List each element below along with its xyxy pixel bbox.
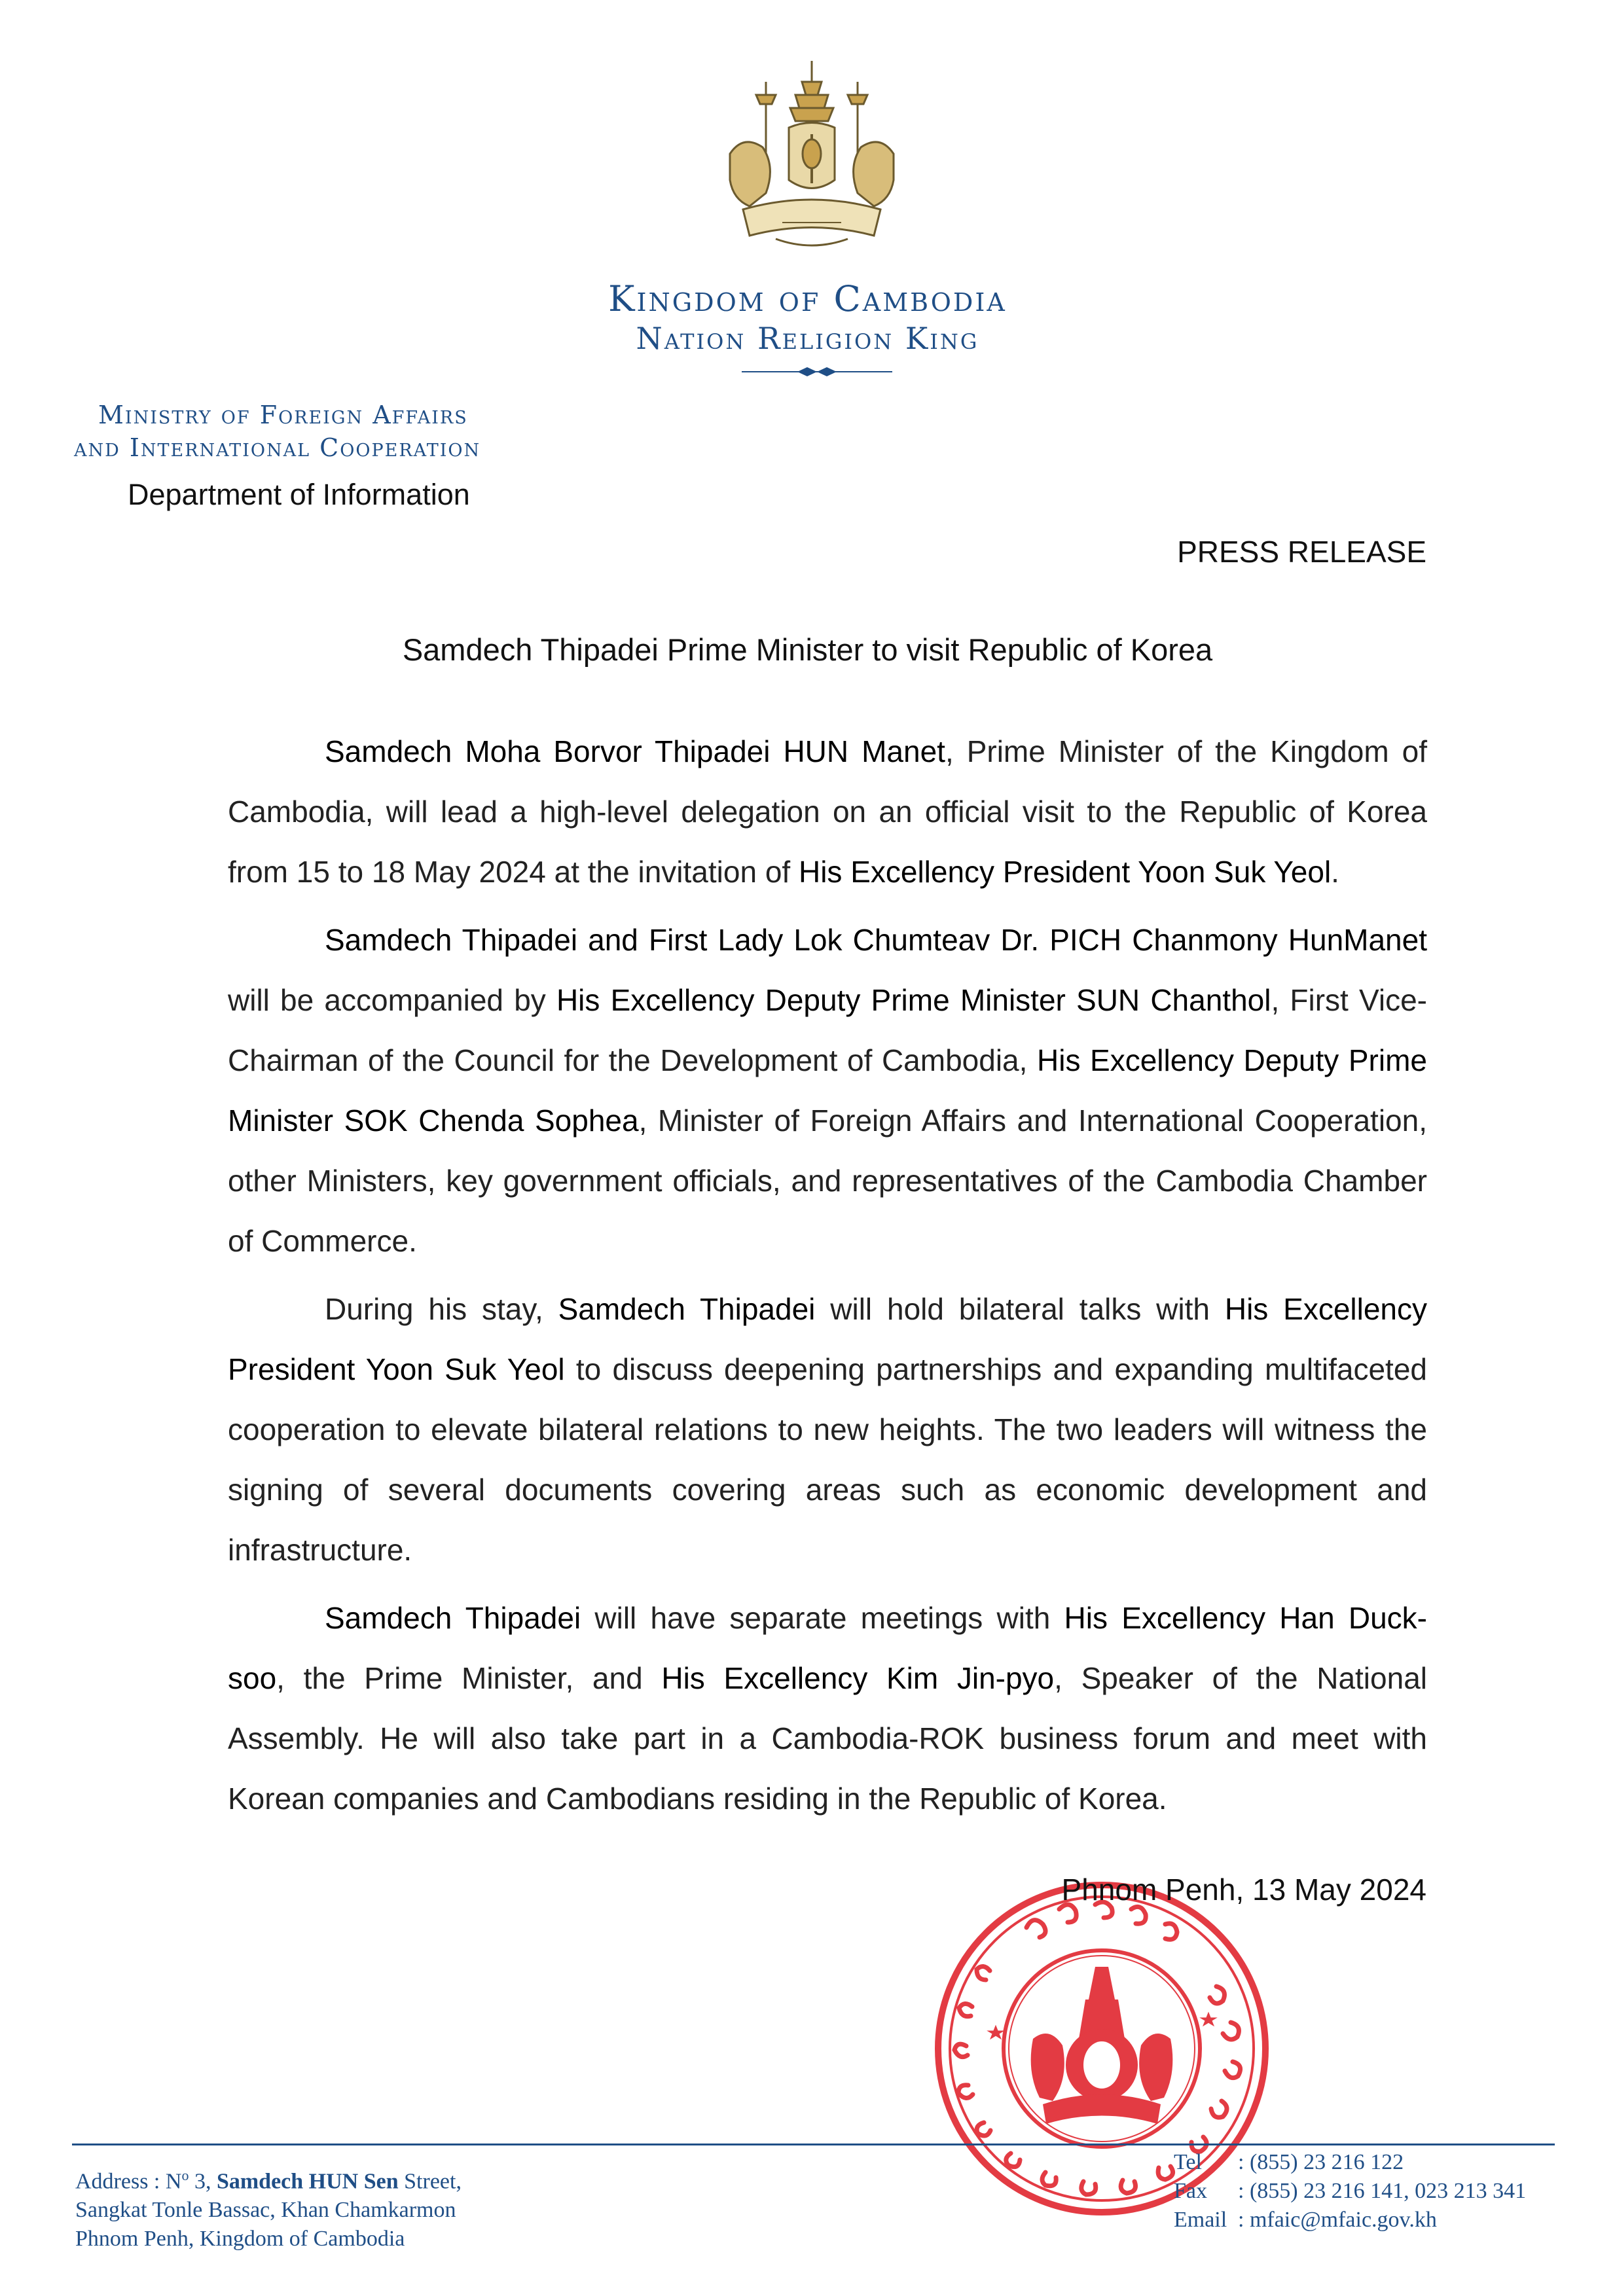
paragraph-text: to discuss deepening partnerships and expanding multifaceted cooperation to elevate bilateral relations to new heights. The two leaders will witness the signing of several documents covering areas such as economic development and infrastructure. (228, 1352, 1427, 1567)
emphasized-name: His Excellency President Yoon Suk Yeol (228, 1292, 1428, 1386)
address-line2: Sangkat Tonle Bassac, Khan Chamkarmon (75, 2198, 456, 2223)
footer-address (75, 2161, 462, 2253)
fax-label: Fax (1174, 2179, 1207, 2203)
paragraph-text: , Speaker of the National Assembly. He will also take part in a Cambodia-ROK business forum and meet with Korean companies and Cambodians residing in the Republic of Korea. (228, 1661, 1427, 1816)
paragraph-text: will have separate meetings with (581, 1601, 1064, 1635)
ministry-name-line2: and International Cooperation (74, 433, 481, 462)
tel-row (1174, 2148, 1526, 2177)
emphasized-name: His Excellency Han Duck-soo (228, 1601, 1427, 1695)
email-row (1174, 2206, 1526, 2234)
ministry-name-line1: Ministry of Foreign Affairs (98, 401, 468, 429)
tel-label: Tel (1174, 2150, 1202, 2174)
paragraph-text: , the Prime Minister, and (276, 1661, 662, 1695)
place-and-date: Phnom Penh, 13 May 2024 (1061, 1873, 1426, 1907)
emphasized-name: His Excellency Deputy Prime Minister SOK Chenda Sophea (228, 1043, 1427, 1138)
press-release-body (228, 721, 1427, 1837)
fax-value: : (855) 23 216 141, 023 213 341 (1238, 2179, 1527, 2203)
address-line3: Phnom Penh, Kingdom of Cambodia (75, 2227, 405, 2251)
paragraph-text: will be accompanied by (228, 983, 556, 1017)
national-motto: Nation Religion King (636, 321, 979, 356)
document-type-label: PRESS RELEASE (1177, 535, 1426, 569)
body-paragraph (228, 910, 1427, 1271)
email-link[interactable]: : mfaic@mfaic.gov.kh (1238, 2208, 1437, 2232)
emphasized-name: Samdech Moha Borvor Thipadei HUN Manet (325, 734, 945, 768)
emphasized-name: Samdech Thipadei and First Lady Lok Chumteav Dr. PICH Chanmony HunManet (325, 923, 1427, 957)
emphasized-name: Samdech Thipadei (558, 1292, 816, 1326)
footer-divider (72, 2144, 1555, 2145)
paragraph-text: will hold bilateral talks with (815, 1292, 1225, 1326)
emphasized-name: His Excellency Deputy Prime Minister SUN Chanthol (556, 983, 1271, 1017)
body-paragraph (228, 721, 1427, 902)
kingdom-title: Kingdom of Cambodia (608, 278, 1007, 319)
divider-ornament-icon (742, 365, 892, 378)
tel-value[interactable]: : (855) 23 216 122 (1238, 2150, 1404, 2174)
emphasized-name: His Excellency President Yoon Suk Yeol (798, 855, 1332, 889)
address-line1: Address : $N^o$ 3, Samdech HUN Sen Street, (75, 2167, 462, 2194)
footer-contacts (1174, 2148, 1526, 2234)
emphasized-name: Samdech Thipadei (325, 1601, 581, 1635)
paragraph-text: . (1331, 855, 1339, 889)
emphasized-name: His Excellency Kim Jin-pyo (661, 1661, 1055, 1695)
body-paragraph (228, 1279, 1427, 1580)
body-paragraph (228, 1588, 1427, 1829)
paragraph-text: , First Vice-Chairman of the Council for the Development of Cambodia, (228, 983, 1427, 1077)
royal-coat-of-arms-emblem (704, 56, 920, 265)
fax-row (1174, 2177, 1526, 2206)
paragraph-text: , Minister of Foreign Affairs and International Cooperation, other Ministers, key government officials, and representatives of the Cambodia Chamber of Commerce. (228, 1103, 1427, 1258)
department-name: Department of Information (128, 478, 470, 511)
email-label: Email (1174, 2208, 1227, 2232)
paragraph-text: , Prime Minister of the Kingdom of Cambodia, will lead a high-level delegation on an official visit to the Republic of Korea from 15 to 18 May 2024 at the invitation of (228, 734, 1427, 889)
paragraph-text: During his stay, (325, 1292, 558, 1326)
press-release-headline: Samdech Thipadei Prime Minister to visit Republic of Korea (402, 632, 1213, 667)
